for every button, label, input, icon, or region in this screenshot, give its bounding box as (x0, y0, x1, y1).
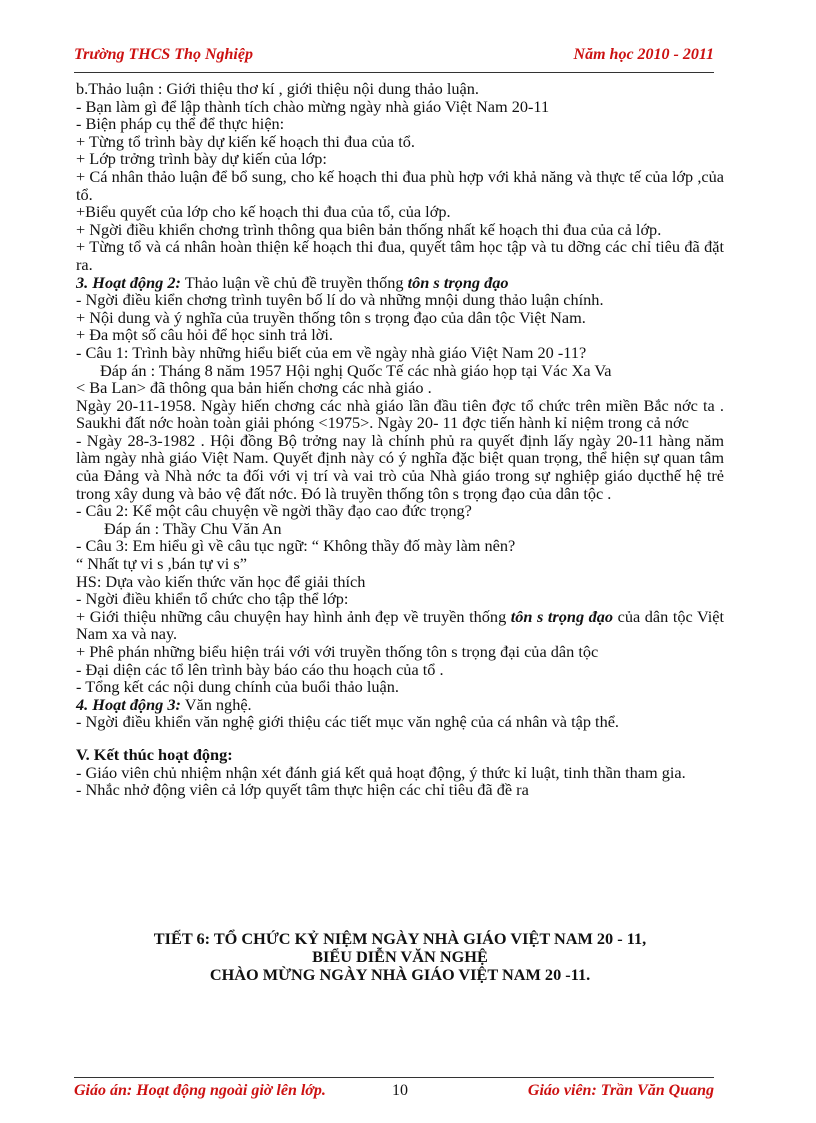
title-line: CHÀO MỪNG NGÀY NHÀ GIÁO VIỆT NAM 20 -11. (209, 965, 591, 984)
text-run: HS: Dựa vào kiến thức văn học để giải thích (76, 571, 366, 591)
text-line (76, 678, 724, 696)
text-line (76, 573, 724, 591)
text-line (76, 98, 724, 116)
text-run: - Bạn làm gì để lập thành tích chào mừng ngày nhà giáo Việt Nam 20-11 (76, 96, 550, 116)
header-school-year: Năm học 2010 - 2011 (573, 46, 714, 63)
text-line (76, 781, 724, 799)
text-line (76, 309, 724, 327)
heading-label: 3. Hoạt động 2: (76, 272, 181, 292)
text-run: + Cá nhân thảo luận để bổ sung, cho kế hoạch thi đua phù hợp với khả năng và thực tế của lớp ,của tổ. (76, 166, 724, 204)
footer-rule (74, 1077, 714, 1078)
text-run: - Ngời điều khiển văn nghệ giới thiệu các tiết mục văn nghệ của cá nhân và tập thể. (76, 712, 620, 732)
text-line (76, 326, 724, 344)
text-run: - Ngời điều kiển chơng trình tuyên bố lí do và những mnội dung thảo luận chính. (76, 290, 604, 310)
text-run: +Biểu quyết của lớp cho kế hoạch thi đua của tổ, của lớp. (76, 202, 451, 222)
spacer (76, 731, 724, 746)
text-run: < Ba Lan> đã thông qua bản hiến chơng các nhà giáo . (76, 378, 432, 398)
text-line (76, 344, 724, 362)
text-line (76, 502, 724, 520)
emphasis: tôn s trọng đạo (407, 272, 509, 292)
text-run: + Từng tổ trình bày dự kiến kế hoạch thi đua của tổ. (76, 131, 415, 151)
text-line (76, 590, 724, 608)
text-run: - Tổng kết các nội dung chính của buổi thảo luận. (76, 677, 399, 697)
footer-lesson: Giáo án: Hoạt động ngoài giờ lên lớp. (74, 1082, 326, 1099)
text-run: “ Nhất tự vi s ,bán tự vi s” (76, 554, 247, 574)
text-line (76, 643, 724, 661)
footer-teacher: Giáo viên: Trần Văn Quang (527, 1082, 714, 1099)
text-run: + Nội dung và ý nghĩa của truyền thống tôn s trọng đạo của dân tộc Việt Nam. (76, 307, 586, 327)
page-number: 10 (392, 1082, 408, 1099)
text-line (76, 274, 724, 292)
text-run: Thảo luận về chủ đề truyền thống (180, 272, 408, 292)
text-run: Đáp án : Thầy Chu Văn An (104, 518, 282, 538)
section-title (76, 930, 724, 984)
text-run: - Ngời điều khiển tổ chức cho tập thể lớp: (76, 589, 349, 609)
text-run: Văn nghệ. (180, 694, 252, 714)
text-line (76, 203, 724, 221)
text-line (76, 746, 724, 764)
text-run: - Biện pháp cụ thể để thực hiện: (76, 114, 285, 134)
title-line: TIẾT 6: TỔ CHỨC KỶ NIỆM NGÀY NHÀ GIÁO VIỆT NAM 20 - 11, (153, 929, 647, 948)
text-line (76, 764, 724, 782)
page-header (74, 46, 714, 68)
text-run: Ngày 20-11-1958. Ngày hiến chơng các nhà giáo lần đầu tiên đợc tổ chức trên miền Bắc nớc ta . Saukhi đất nớc hoàn toàn giải phóng <1975>. Ngày 20- 11 đợc tiến hành kỉ niệm trong cả nớc (76, 395, 724, 433)
text-run: + Giới thiệu những câu chuyện hay hình ảnh đẹp về truyền thống (76, 606, 511, 626)
text-run: + Ngời điều khiển chơng trình thông qua biên bản thống nhất kế hoạch thi đua của cả lớp. (76, 219, 662, 239)
text-line (76, 713, 724, 731)
text-line (76, 133, 724, 151)
heading-label: V. Kết thúc hoạt động: (76, 744, 233, 764)
text-line (76, 238, 724, 273)
text-line (76, 379, 724, 397)
text-run: + Phê phán những biểu hiện trái với với truyền thống tôn s trọng đại của dân tộc (76, 642, 599, 661)
text-line (76, 397, 724, 432)
text-run: + Từng tổ và cá nhân hoàn thiện kế hoạch thi đua, quyết tâm học tập và tu dỡng các chỉ tiêu đã đặt ra. (76, 237, 724, 274)
text-run: + Đa một số câu hỏi để học sinh trả lời. (76, 325, 333, 345)
heading-label: 4. Hoạt động 3: (76, 694, 181, 714)
text-run: của dân tộc Việt Nam xa và nay. (76, 606, 725, 644)
text-run: - Giáo viên chủ nhiệm nhận xét đánh giá kết quả hoạt động, ý thức kỉ luật, tinh thần tham gia. (76, 762, 686, 782)
page-footer (74, 1082, 714, 1104)
text-run: + Lớp trởng trình bày dự kiến của lớp: (76, 149, 327, 169)
text-line (76, 221, 724, 239)
text-run: - Nhắc nhở động viên cả lớp quyết tâm thực hiện các chỉ tiêu đã đề ra (76, 780, 529, 800)
text-run: - Câu 2: Kể một câu chuyện về ngời thầy đạo cao đức trọng? (76, 501, 472, 521)
text-line (76, 362, 724, 380)
text-line (76, 168, 724, 203)
header-school: Trường THCS Thọ Nghiệp (74, 46, 253, 63)
text-run: - Ngày 28-3-1982 . Hội đồng Bộ trởng nay là chính phủ ra quyết định lấy ngày 20-11 hàng năm làm ngày nhà giáo Việt Nam. Quyết định này có ý nghĩa đặc biệt quan trọng, thể hiện sự quan tâm của Đảng và Nhà nớc ta đối với vị trí và vai trò của Nhà giáo trong sự nghiệp giáo dụcthế hệ trẻ trong xây dung và bảo vệ đất nớc. Đó là truyền thống tôn s trọng đạo của dân tộc . (76, 430, 724, 503)
header-rule (74, 72, 714, 73)
text-line (76, 661, 724, 679)
document-body (76, 80, 724, 799)
text-run: Đáp án : Tháng 8 năm 1957 Hội nghị Quốc Tế các nhà giáo họp tại Vác Xa Va (100, 360, 612, 380)
text-run: - Câu 1: Trình bày những hiểu biết của em về ngày nhà giáo Việt Nam 20 -11? (76, 342, 587, 362)
text-line (76, 696, 724, 714)
text-run: - Đại diện các tổ lên trình bày báo cáo thu hoạch của tổ . (76, 659, 444, 679)
text-line (76, 115, 724, 133)
text-run: b.Thảo luận : Giới thiệu thơ kí , giới thiệu nội dung thảo luận. (76, 79, 479, 98)
text-line (76, 291, 724, 309)
text-line (76, 555, 724, 573)
text-line (76, 520, 724, 538)
text-line (76, 80, 724, 98)
emphasis: tôn s trọng đạo (510, 606, 614, 626)
text-line (76, 432, 724, 502)
text-line (76, 608, 724, 643)
text-line (76, 537, 724, 555)
text-run: - Câu 3: Em hiểu gì về câu tục ngữ: “ Không thầy đố mày làm nên? (76, 536, 516, 556)
title-line: BIỂU DIỄN VĂN NGHỆ (312, 947, 488, 966)
text-line (76, 150, 724, 168)
